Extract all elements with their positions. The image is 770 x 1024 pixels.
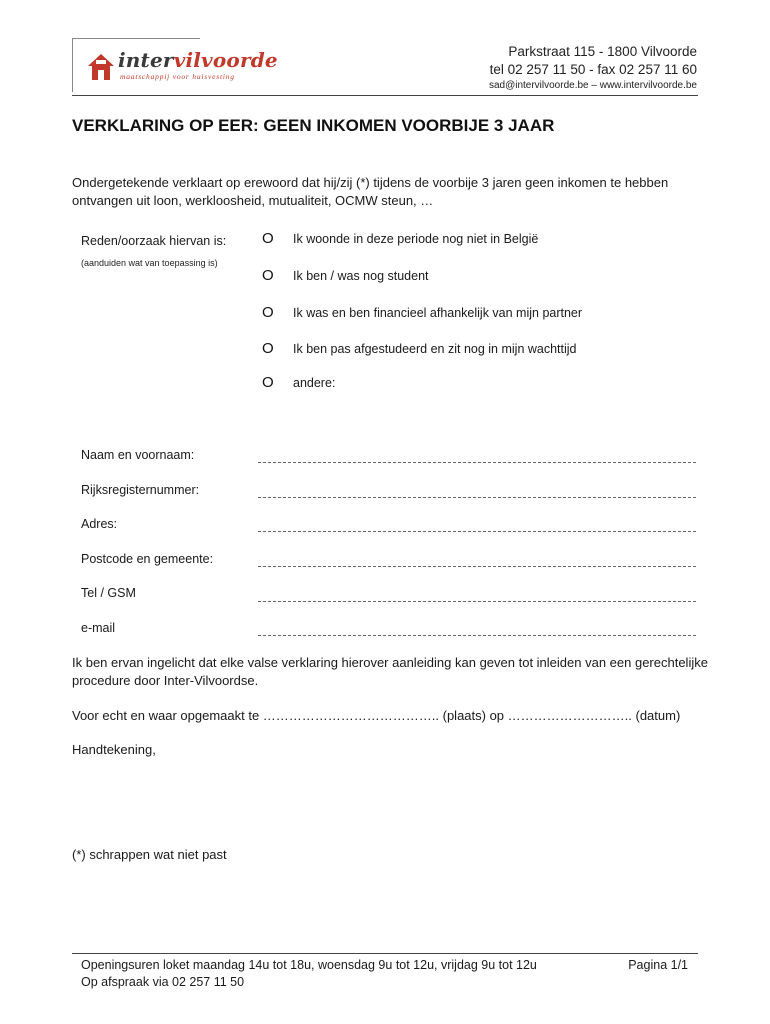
email-field-line[interactable]: [258, 635, 696, 636]
reason-option[interactable]: [262, 230, 538, 247]
reason-option[interactable]: [262, 304, 582, 321]
address-field-line[interactable]: [258, 531, 696, 532]
reason-option[interactable]: [262, 267, 429, 284]
radio-circle-icon[interactable]: O: [262, 267, 274, 284]
place-date-line: Voor echt en waar opgemaakt te ………………………………….. (plaats) op ……………………….. (datum): [72, 708, 681, 723]
reason-option[interactable]: [262, 340, 577, 357]
field-label-national-number: Rijksregisternummer:: [81, 483, 200, 497]
reason-label: Reden/oorzaak hiervan is:: [81, 234, 227, 248]
reason-option[interactable]: [262, 374, 335, 391]
footnote: (*) schrappen wat niet past: [72, 847, 227, 862]
signature-label: Handtekening,: [72, 742, 156, 757]
field-label-postcode: Postcode en gemeente:: [81, 552, 214, 566]
logo-tagline: maatschappij voor huisvesting: [120, 72, 235, 81]
footer-opening-hours: Openingsuren loket maandag 14u tot 18u, woensdag 9u tot 12u, vrijdag 9u tot 12u: [81, 958, 537, 972]
logo-word-inter: inter: [118, 48, 174, 72]
house-logo-icon: [84, 50, 118, 84]
logo-wordmark: [118, 48, 278, 72]
reason-option-label: andere:: [293, 375, 336, 390]
radio-circle-icon[interactable]: O: [262, 230, 274, 247]
reason-option-label: Ik woonde in deze periode nog niet in België: [293, 231, 539, 246]
reason-option-label: Ik ben pas afgestudeerd en zit nog in mijn wachttijd: [293, 341, 577, 356]
radio-circle-icon[interactable]: O: [262, 304, 274, 321]
logo-frame-top: [72, 38, 200, 39]
logo-frame-left: [72, 38, 73, 92]
intro-paragraph: Ondergetekende verklaart op erewoord dat hij/zij (*) tijdens de voorbije 3 jaren geen inkomen te hebben ontvangen uit loon, werkloosheid, mutualiteit, OCMW steun, …: [72, 175, 669, 208]
phone-field-line[interactable]: [258, 601, 696, 602]
reason-option-label: Ik ben / was nog student: [293, 268, 429, 283]
field-label-name: Naam en voornaam:: [81, 448, 195, 462]
footer-appointment: Op afspraak via 02 257 11 50: [81, 975, 245, 989]
name-field-line[interactable]: [258, 462, 696, 463]
header-divider: [72, 95, 698, 96]
web-line: sad@intervilvoorde.be – www.intervilvoorde.be: [488, 80, 697, 91]
postcode-field-line[interactable]: [258, 566, 696, 567]
radio-circle-icon[interactable]: O: [262, 340, 274, 357]
reason-option-label: Ik was en ben financieel afhankelijk van mijn partner: [293, 305, 583, 320]
disclaimer-paragraph: Ik ben ervan ingelicht dat elke valse verklaring hierover aanleiding kan geven tot inleiden van een gerechtelijke procedure door Inter-Vilvoordse.: [72, 655, 708, 688]
phone-line: tel 02 257 11 50 - fax 02 257 11 60: [489, 62, 697, 77]
radio-circle-icon[interactable]: O: [262, 374, 274, 391]
page-number: Pagina 1/1: [628, 958, 688, 972]
footer-divider: [72, 953, 698, 954]
field-label-phone: Tel / GSM: [81, 586, 136, 600]
document-title: VERKLARING OP EER: GEEN INKOMEN VOORBIJE 3 JAAR: [72, 116, 555, 135]
national-number-field-line[interactable]: [258, 497, 696, 498]
address-line: Parkstraat 115 - 1800 Vilvoorde: [508, 44, 697, 59]
field-label-address: Adres:: [81, 517, 118, 531]
logo-word-vilvoorde: vilvoorde: [173, 48, 278, 72]
reason-note: (aanduiden wat van toepassing is): [81, 258, 218, 268]
field-label-email: e-mail: [81, 621, 116, 635]
